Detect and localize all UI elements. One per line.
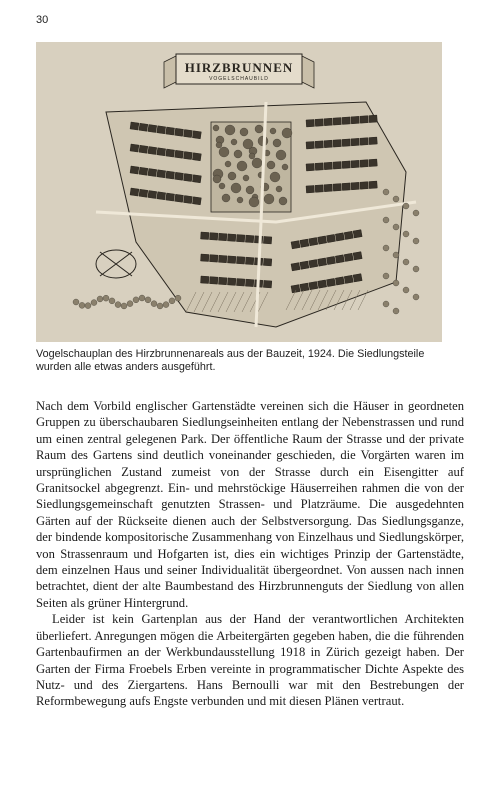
- site-plan-illustration: [36, 42, 442, 342]
- bird-eye-plan-drawing: [36, 42, 442, 342]
- banner-subtitle: VOGELSCHAUBILD: [209, 76, 269, 82]
- figure-caption: Vogelschauplan des Hirzbrunnenareals aus der Bauzeit, 1924. Die Siedlungsteile wurden alle etwas anders ausgeführt.: [36, 348, 425, 373]
- page-number: 30: [36, 14, 49, 26]
- body-text: [36, 398, 464, 710]
- banner-title: HIRZBRUNNEN: [184, 60, 294, 75]
- paragraph: Leider ist kein Gartenplan aus der Hand der verantwortlichen Architekten überliefert. Anregungen mögen die Arbeitergärten gegeben haben, die die führenden Gartenbaufirmen an der Werkbundausstellung 1918 in Zürich gezeigt haben. Der Garten der Firma Froebels Erben vereinte in programmatischer Dichte Aspekte des Nutz- und des Ziergartens. Hans Bernoulli war mit den Bestrebungen der Reformbewegung aufs Engste verbunden und mit diesen Plänen vertraut.: [36, 612, 464, 709]
- title-banner: [164, 54, 314, 88]
- paragraph: Nach dem Vorbild englischer Gartenstädte vereinen sich die Häuser in geordneten Gruppen zu überschaubaren Siedlungseinheiten entlang der Nebenstrassen und rund um einen zentral gelegenen Park. Der öffentliche Raum der Strasse und der private Raum des Gartens sind deutlich voneinander geschieden, die Vorgärten waren im ursprünglichen Zustand zumeist von der Strasse durch ein Eisengitter auf Granitsockel abgegrenzt. Ein- und mehrstöckige Häuserreihen rahmen die von der Siedlungsgemeinschaft genutzten Strassen- und Platzräume. Die ausgedehnten Gärten auf der Rückseite dienen auch der Selbstversorgung. Das Siedlungsganze, der bindende kompositorische Zusammenhang von Einzelhaus und Siedlungskörper, von Strassenraum und Hofgarten ist, dies ein wichtiges Prinzip der Gartenstädte, dem einzelnen Haus und seiner Individualität übergeordnet. Von aussen nach innen betrachtet, dient der alte Baumbestand des Hirzbrunnenguts der Siedlung von allen Seiten als grüner Hintergrund.: [36, 399, 464, 610]
